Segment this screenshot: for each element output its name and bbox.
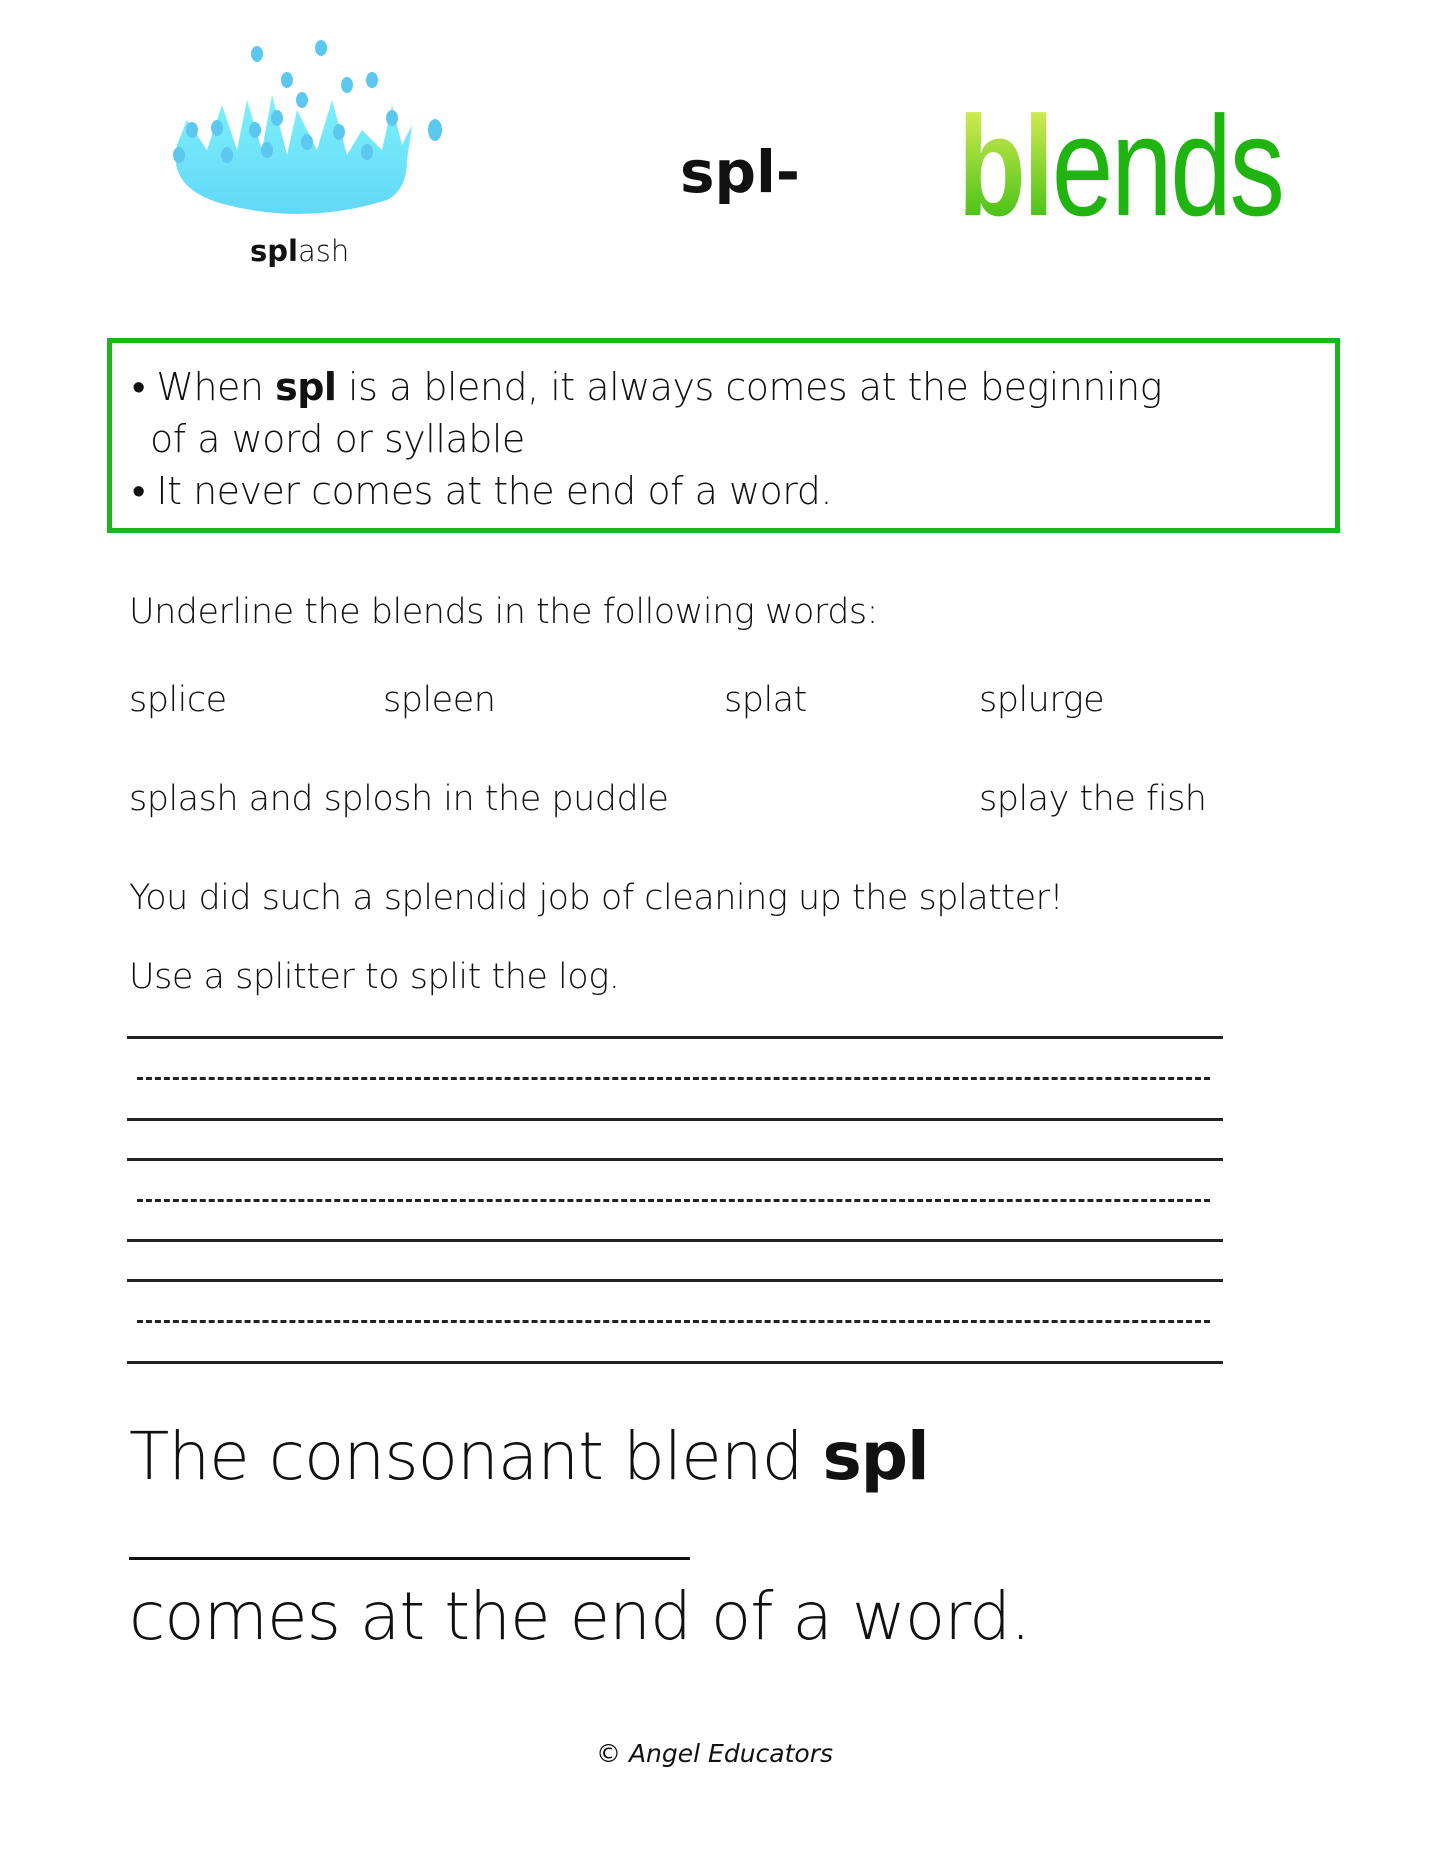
sentence-item: Use a splitter to split the log. [129, 957, 620, 997]
splash-image [167, 40, 447, 220]
instruction: Underline the blends in the following words: [129, 592, 878, 632]
rules-box [107, 338, 1340, 533]
writing-line [127, 1118, 1223, 1121]
writing-line [127, 1239, 1223, 1242]
rule-text: is a blend, it always comes at the beginning [336, 365, 1162, 409]
writing-line [127, 1361, 1223, 1364]
image-caption [250, 234, 349, 268]
fill-in-bold: spl [822, 1418, 929, 1495]
rule-bold: spl [275, 365, 337, 409]
word-item: spleen [383, 680, 496, 720]
title-blends [958, 87, 1283, 246]
fill-in-text: The consonant blend [129, 1418, 823, 1495]
word-item: splice [129, 680, 227, 720]
writing-line [127, 1158, 1223, 1161]
writing-midline [137, 1320, 1210, 1323]
rule-line-1 [132, 365, 1162, 410]
writing-midline [137, 1199, 1210, 1202]
rule-line-2: • It never comes at the end of a word. [132, 469, 832, 513]
fill-in-line-1 [129, 1418, 929, 1495]
word-item: splat [724, 680, 807, 720]
title-highlight: bl [958, 87, 1052, 246]
word-item: splurge [979, 680, 1105, 720]
blend-label: spl- [680, 138, 800, 206]
phrase-item: splay the fish [979, 779, 1207, 819]
copyright: © Angel Educators [596, 1739, 834, 1768]
writing-line [127, 1279, 1223, 1282]
caption-rest: ash [297, 234, 350, 268]
title-rest: ends [1051, 87, 1283, 246]
phrase-item: splash and splosh in the puddle [129, 779, 669, 819]
writing-line [127, 1036, 1223, 1039]
sentence-item: You did such a splendid job of cleaning up the splatter! [129, 878, 1064, 918]
fill-in-line-2: comes at the end of a word. [129, 1578, 1031, 1655]
rule-text: • When [132, 365, 276, 409]
fill-in-blank[interactable] [129, 1557, 690, 1560]
writing-midline [137, 1077, 1210, 1080]
caption-bold: spl [250, 234, 298, 268]
rule-line-1-cont: of a word or syllable [150, 417, 525, 461]
